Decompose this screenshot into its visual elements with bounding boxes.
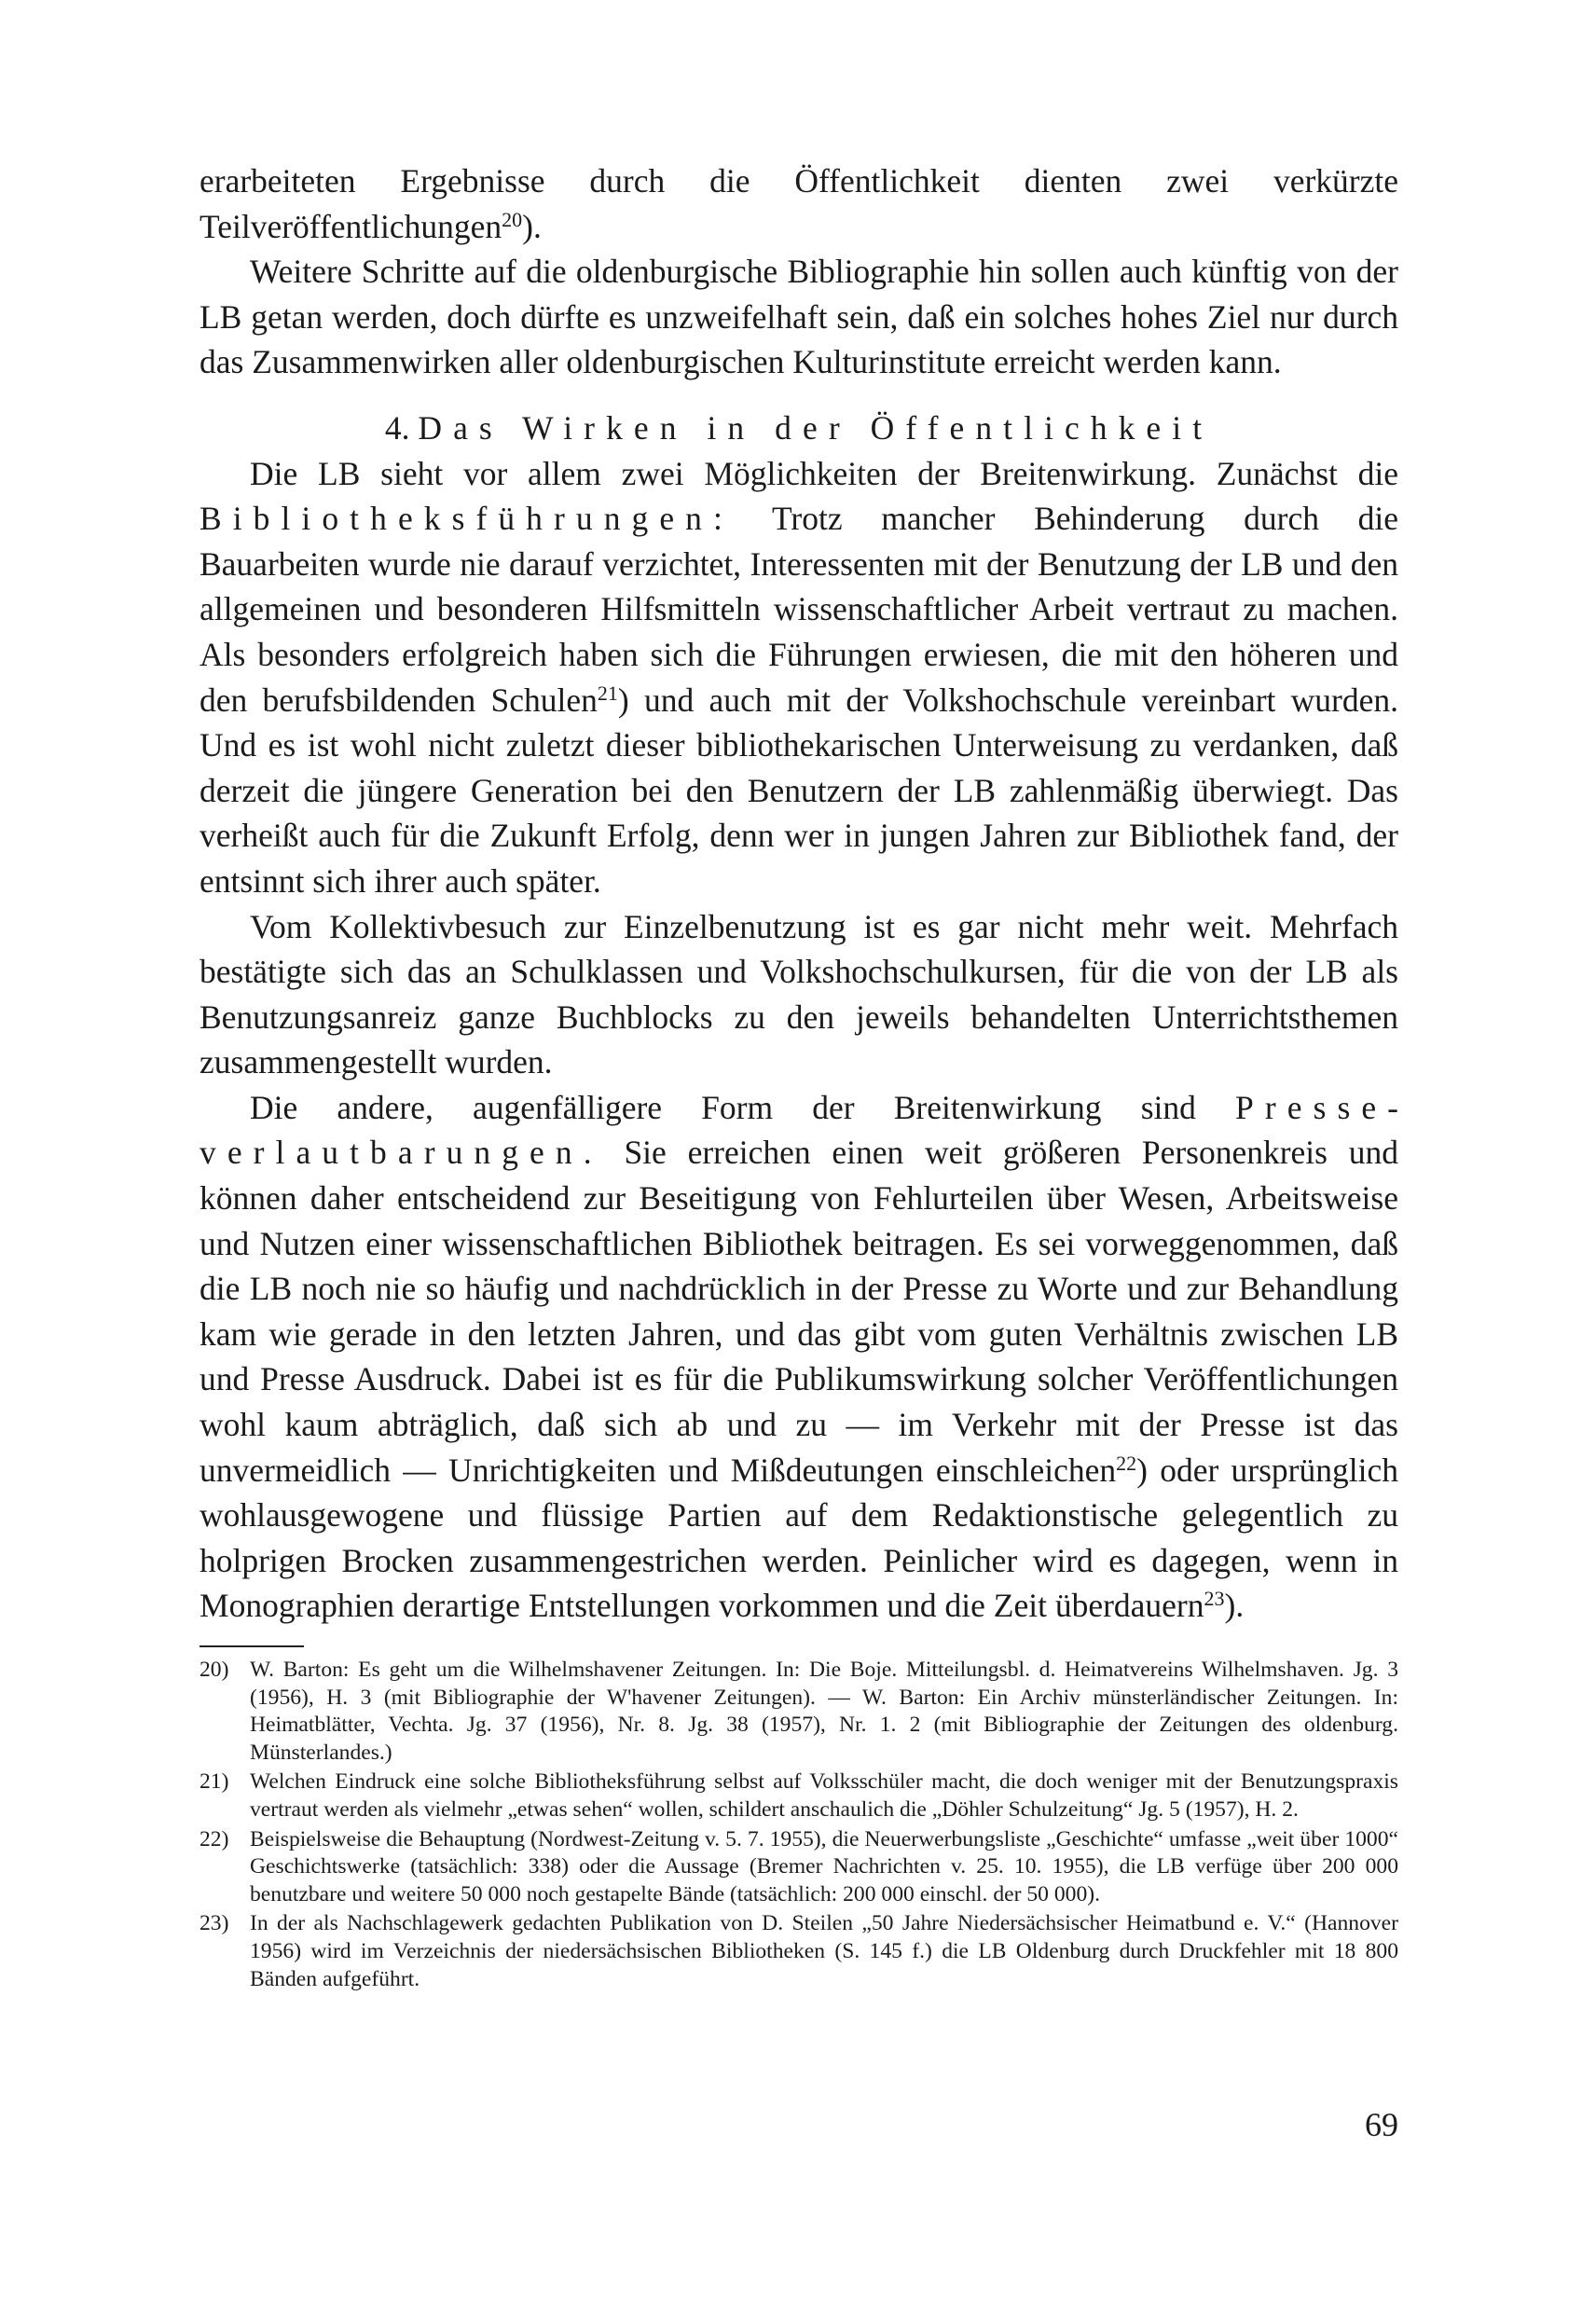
footnote-ref-21: 21: [597, 681, 618, 705]
body-text: [200, 158, 1398, 1629]
page: [200, 158, 1398, 1995]
paragraph-2: [200, 249, 1398, 385]
section-number: 4.: [384, 408, 410, 447]
paragraph-1: [200, 158, 1398, 249]
paragraph-4: [200, 904, 1398, 1085]
footnote-text: Welchen Eindruck eine solche Bibliotheksführung selbst auf Volksschüler macht, die doch weniger mit der Benutzungspraxis vertraut werden als vielmehr „etwas sehen“ wollen, schildert anschaulich die „Döhler Schulzeitung“ Jg. 5 (1957), H. 2.: [250, 1769, 1398, 1822]
footnote-23: [200, 1910, 1398, 1993]
paragraph-4-text: Vom Kollektivbesuch zur Einzelbenutzung ist es gar nicht mehr weit. Mehrfach bestätigte sich das an Schulklassen und Volkshochschulkursen, für die von der LB als Benutzungsanreiz ganze Buchblocks zu den jeweils behandelten Unterrichtsthemen zusammengestellt wurden.: [200, 907, 1398, 1081]
footnote-number: 20): [200, 1658, 229, 1682]
paragraph-3: [200, 451, 1398, 904]
page-number: 69: [1365, 2106, 1398, 2143]
footnote-20: [200, 1657, 1398, 1767]
footnote-text: W. Barton: Es geht um die Wilhelmshavener Zeitungen. In: Die Boje. Mitteilungsbl. d. Heimatvereins Wilhelmshaven. Jg. 3 (1956), H. 3 (mit Bibliographie der W'havener Zeitungen). — W. Barton: Ein Archiv münsterländischer Zeitungen. In: Heimatblätter, Vechta. Jg. 37 (1956), Nr. 8. Jg. 38 (1957), Nr. 1. 2 (mit Bibliographie der Zeitungen des oldenburg. Münsterlandes.): [250, 1658, 1398, 1765]
footnote-22: [200, 1826, 1398, 1909]
footnote-text: In der als Nachschlagewerk gedachten Publikation von D. Steilen „50 Jahre Niedersächsischer Heimatbund e. V.“ (Hannover 1956) wird im Verzeichnis der niedersächsischen Bibliotheken (S. 145 f.) die LB Oldenburg durch Druckfehler mit 18 800 Bänden aufgeführt.: [250, 1911, 1398, 1991]
paragraph-5-text-a: Die andere, augenfälligere Form der Breitenwirkung sind: [250, 1088, 1196, 1126]
footnote-number: 22): [200, 1826, 229, 1851]
footnote-text: Beispielsweise die Behauptung (Nordwest-Zeitung v. 5. 7. 1955), die Neuerwerbungsliste „Geschichte“ umfasse „weit über 1000“ Geschichtswerke (tatsächlich: 338) oder die Aussage (Bremer Nachrichten v. 25. 10. 1955), die LB verfüge über 200 000 benutzbare und weitere 50 000 noch gestapelte Bände (tatsächlich: 200 000 einschl. der 50 000).: [250, 1826, 1398, 1906]
footnote-ref-23: 23: [1204, 1587, 1225, 1611]
paragraph-5-end: ).: [1224, 1587, 1245, 1625]
footnote-number: 23): [200, 1911, 229, 1936]
footnotes: [200, 1657, 1398, 1993]
paragraph-3-text-b: Trotz mancher Behinderung durch die Bauarbeiten wurde nie darauf verzichtet, Interessenten mit der Benutzung der LB und den allgemeinen und besonderen Hilfsmitteln wissenschaftlicher Arbeit vertraut zu machen. Als besonders erfolgreich haben sich die Führungen erwiesen, die mit den höheren und den berufsbildenden Schulen: [200, 500, 1398, 719]
footnote-separator: [200, 1645, 304, 1647]
paragraph-5-text-c: ) oder ursprünglich wohlausgewogene und flüssige Partien auf dem Redaktionstische gelegentlich zu holprigen Brocken zusammengestrichen werden. Peinlicher wird es dagegen, wenn in Monographien derartige Entstellungen vorkommen und die Zeit überdauern: [200, 1451, 1398, 1625]
paragraph-5-text-b: Sie erreichen einen weit größeren Personenkreis und können daher entscheidend zur Beseitigung von Fehlurteilen über Wesen, Arbeitsweise und Nutzen einer wissenschaftlichen Bibliothek beitragen. Es sei vorweggenommen, daß die LB noch nie so häufig und nachdrücklich in der Presse zu Worte und zur Behandlung kam wie gerade in den letzten Jahren, und das gibt vom guten Verhältnis zwischen LB und Presse Ausdruck. Dabei ist es für die Publikumswirkung solcher Veröffentlichungen wohl kaum abträglich, daß sich ab und zu — im Verkehr mit der Presse ist das unvermeidlich — Unrichtigkeiten und Mißdeutungen einschleichen: [200, 1134, 1399, 1489]
paragraph-1-text: erarbeiteten Ergebnisse durch die Öffentlichkeit dienten zwei verkürzte Teilveröffentlichungen: [200, 162, 1398, 245]
paragraph-3-text-a: Die LB sieht vor allem zwei Möglichkeiten der Breitenwirkung. Zunächst die: [250, 454, 1398, 492]
paragraph-1-end: ).: [522, 207, 542, 245]
paragraph-5: [200, 1085, 1398, 1629]
footnote-ref-22: 22: [1116, 1451, 1137, 1475]
paragraph-3-text-c: ) und auch mit der Volkshochschule vereinbart wurden. Und es ist wohl nicht zuletzt dieser bibliothekarischen Unterweisung zu verdanken, daß derzeit die jüngere Generation bei den Benutzern der LB zahlenmäßig überwiegt. Das verheißt auch für die Zukunft Erfolg, denn wer in jungen Jahren zur Bibliothek fand, der entsinnt sich ihrer auch später.: [200, 681, 1398, 900]
footnote-21: [200, 1768, 1398, 1823]
section-heading: [200, 406, 1398, 451]
paragraph-2-text: Weitere Schritte auf die oldenburgische Bibliographie hin sollen auch künftig von der LB getan werden, doch dürfte es unzweifelhaft sein, daß ein solches hohes Ziel nur durch das Zusammenwirken aller oldenburgischen Kulturinstitute erreicht werden kann.: [200, 253, 1398, 381]
emphasis-bibliotheksfuehrungen: Bibliotheksführungen:: [200, 500, 734, 538]
footnote-ref-20: 20: [502, 207, 523, 231]
footnote-number: 21): [200, 1769, 229, 1795]
section-title: Das Wirken in der Öffentlichkeit: [418, 408, 1214, 447]
emphasis-presseverlautbarungen: Presseverlautbarungen.: [200, 1088, 1398, 1172]
